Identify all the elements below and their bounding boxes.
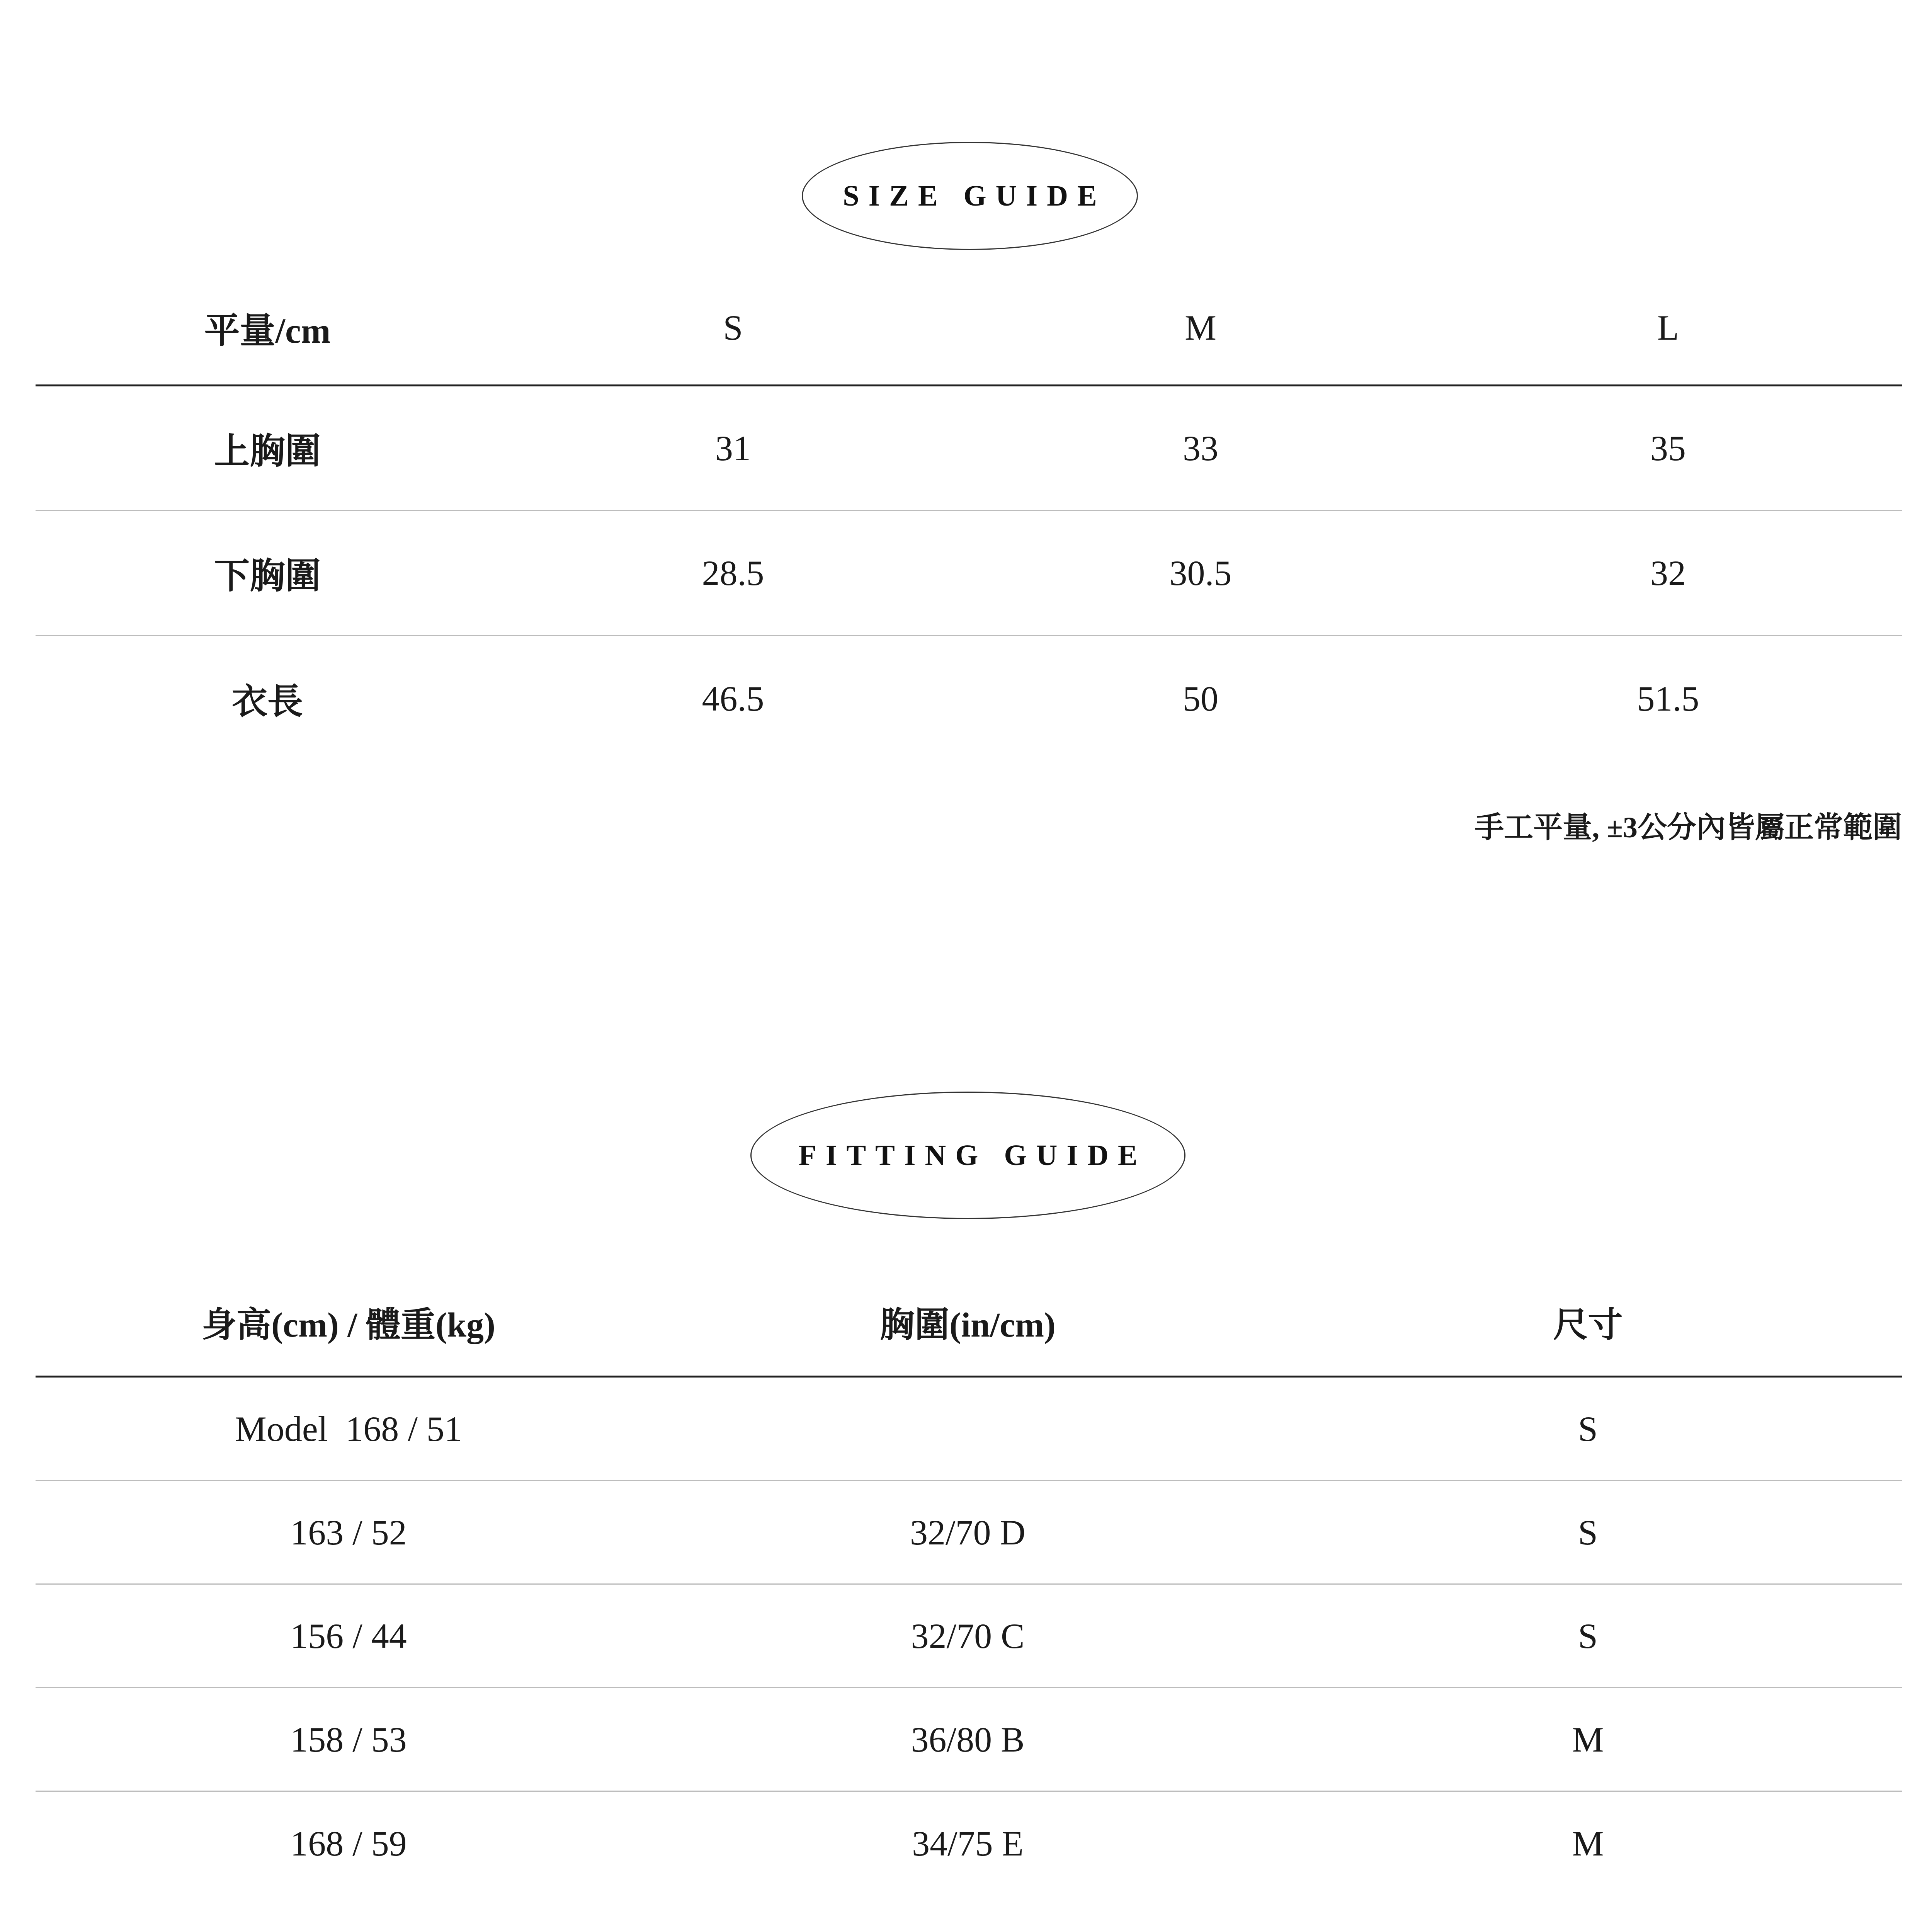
measurement-note: 手工平量, ±3公分內皆屬正常範圍 [1475, 811, 1902, 844]
fit-table-header-row [36, 1267, 1902, 1378]
table-row [36, 1688, 1902, 1792]
fit-header-bust: 胸圍(in/cm) [880, 1306, 1056, 1344]
fitting-guide-table [36, 1267, 1902, 1895]
table-cell [662, 1378, 1274, 1480]
fit-header-height-weight: 身高(cm) / 體重(kg) [202, 1306, 495, 1344]
table-cell: S [1578, 1512, 1598, 1552]
size-table-header-row [36, 270, 1902, 386]
row-label: 衣長 [231, 682, 303, 721]
table-cell: Model 168 / 51 [235, 1409, 462, 1449]
table-row [36, 1481, 1902, 1585]
fit-header-size: 尺寸 [1553, 1306, 1623, 1344]
row-label: 上胸圍 [214, 432, 321, 471]
table-cell: 46.5 [702, 679, 764, 718]
table-row [36, 1792, 1902, 1895]
table-row [36, 1378, 1902, 1481]
size-guide-table [36, 270, 1902, 761]
table-cell: 32 [1650, 553, 1686, 593]
table-cell: 34/75 E [912, 1824, 1024, 1863]
size-header-s: S [723, 308, 743, 347]
table-cell: M [1572, 1719, 1604, 1759]
size-guide-title: SIZE GUIDE [843, 179, 1106, 212]
fitting-guide-title-badge [750, 1092, 1185, 1219]
table-cell: 31 [715, 429, 751, 468]
size-guide-title-badge [802, 142, 1138, 250]
table-cell: 32/70 D [910, 1512, 1026, 1552]
table-row [36, 1585, 1902, 1688]
table-cell: 30.5 [1169, 553, 1232, 593]
row-label: 下胸圍 [214, 556, 321, 596]
size-header-m: M [1185, 308, 1216, 347]
table-cell: S [1578, 1616, 1598, 1656]
table-cell: 28.5 [702, 553, 764, 593]
table-cell: 163 / 52 [290, 1512, 407, 1552]
table-cell: 50 [1183, 679, 1218, 718]
table-cell: 36/80 B [911, 1719, 1025, 1759]
table-cell: 158 / 53 [290, 1719, 407, 1759]
table-row [36, 636, 1902, 761]
table-cell: 33 [1183, 429, 1218, 468]
fitting-guide-title: FITTING GUIDE [798, 1139, 1147, 1172]
table-row [36, 386, 1902, 511]
size-header-measure: 平量/cm [204, 311, 331, 350]
table-cell: S [1578, 1409, 1598, 1449]
table-cell: 156 / 44 [290, 1616, 407, 1656]
table-cell: 32/70 C [911, 1616, 1025, 1656]
table-cell: 35 [1650, 429, 1686, 468]
table-cell: M [1572, 1824, 1604, 1863]
table-row [36, 511, 1902, 636]
table-cell: 168 / 59 [290, 1824, 407, 1863]
table-cell: 51.5 [1637, 679, 1699, 718]
size-header-l: L [1657, 308, 1679, 347]
